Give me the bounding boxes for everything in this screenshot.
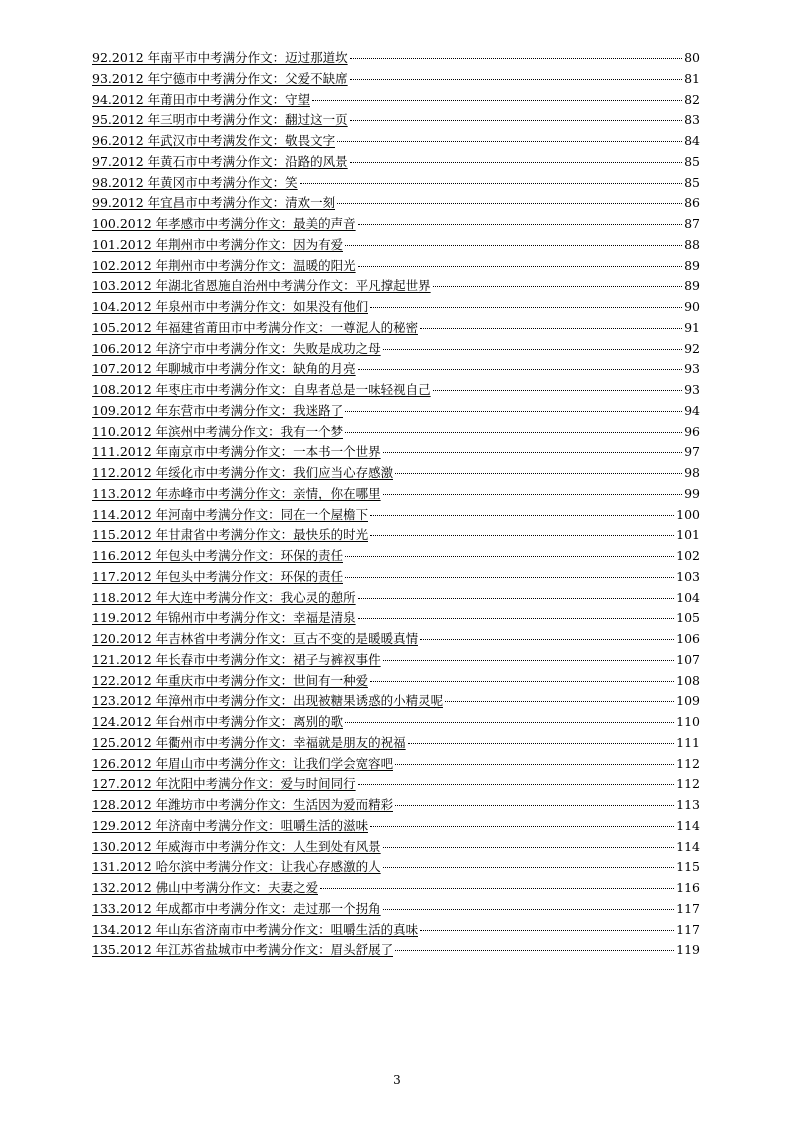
toc-entry-page[interactable]: 83: [684, 112, 700, 128]
toc-entry-title[interactable]: 112.2012 年绥化市中考满分作文：我们应当心存感激: [92, 465, 394, 480]
toc-entry[interactable]: [92, 899, 700, 920]
toc-entry-page[interactable]: 117: [676, 921, 700, 937]
toc-entry-page[interactable]: 86: [684, 195, 700, 211]
toc-entry-page[interactable]: 85: [684, 174, 700, 190]
toc-entry[interactable]: [92, 193, 700, 214]
toc-entry-title[interactable]: 126.2012 年眉山市中考满分作文：让我们学会宽容吧: [92, 755, 394, 771]
toc-dot-leader: [370, 681, 674, 682]
toc-entry[interactable]: [92, 712, 700, 733]
toc-entry-title[interactable]: 97.2012 年黄石市中考满分作文：沿路的风景: [92, 153, 348, 169]
toc-dot-leader: [358, 598, 675, 599]
toc-entry-page[interactable]: 110: [676, 714, 700, 729]
toc-entry-title[interactable]: 134.2012 年山东省济南市中考满分作文：咀嚼生活的真味: [92, 921, 419, 937]
toc-entry-title[interactable]: 123.2012 年漳州市中考满分作文：出现被糖果诱惑的小精灵呢: [92, 693, 444, 709]
toc-entry[interactable]: [92, 256, 700, 277]
toc-dot-leader: [345, 577, 674, 578]
toc-dot-leader: [395, 950, 674, 951]
toc-dot-leader: [383, 847, 675, 848]
toc-dot-leader: [345, 411, 682, 412]
toc-entry[interactable]: [92, 131, 700, 152]
toc-entry-title[interactable]: 125.2012 年衢州市中考满分作文：幸福就是朋友的祝福: [92, 734, 406, 750]
toc-dot-leader: [445, 701, 674, 702]
toc-entry-title[interactable]: 130.2012 年威海市中考满分作文：人生到处有风景: [92, 838, 381, 854]
toc-entry[interactable]: [92, 940, 700, 961]
toc-entry[interactable]: [92, 484, 700, 505]
toc-entry-title[interactable]: 101.2012 年荆州市中考满分作文：因为有爱: [92, 236, 344, 252]
toc-dot-leader: [337, 141, 682, 142]
toc-dot-leader: [350, 120, 682, 121]
toc-dot-leader: [358, 224, 682, 225]
toc-entry-title[interactable]: 102.2012 年荆州市中考满分作文：温暖的阳光: [92, 257, 356, 273]
toc-entry-title[interactable]: 119.2012 年锦州市中考满分作文：幸福是清泉: [92, 610, 356, 626]
toc-dot-leader: [395, 805, 674, 806]
toc-entry[interactable]: [92, 878, 700, 899]
toc-dot-leader: [337, 203, 682, 204]
toc-entry-page[interactable]: 111: [676, 734, 700, 750]
toc-entry-page[interactable]: 104: [676, 589, 700, 605]
toc-entry[interactable]: [92, 380, 700, 401]
toc-entry-page[interactable]: 119: [676, 942, 700, 958]
toc-entry[interactable]: [92, 567, 700, 588]
toc-entry-title[interactable]: 108.2012 年枣庄市中考满分作文：自卑者总是一味轻视自己: [92, 382, 431, 397]
toc-dot-leader: [345, 245, 682, 246]
toc-entry[interactable]: [92, 837, 700, 858]
toc-entry[interactable]: [92, 401, 700, 422]
toc-entry-page[interactable]: 112: [676, 776, 700, 792]
toc-entry-page[interactable]: 89: [684, 257, 700, 273]
toc-entry[interactable]: [92, 629, 700, 650]
toc-entry[interactable]: [92, 214, 700, 235]
toc-entry-page[interactable]: 91: [684, 319, 700, 335]
toc-entry-title[interactable]: 122.2012 年重庆市中考满分作文：世间有一种爱: [92, 672, 369, 688]
toc-entry-page[interactable]: 100: [676, 506, 700, 522]
toc-entry-page[interactable]: 117: [676, 900, 700, 916]
toc-entry-page[interactable]: 113: [676, 797, 700, 812]
toc-entry-page[interactable]: 88: [684, 236, 700, 252]
toc-dot-leader: [358, 618, 675, 619]
toc-entry-page[interactable]: 101: [676, 527, 700, 543]
toc-entry[interactable]: [92, 152, 700, 173]
toc-dot-leader: [350, 79, 682, 80]
toc-entry-page[interactable]: 93: [684, 361, 700, 377]
toc-entry-title[interactable]: 109.2012 年东营市中考满分作文：我迷路了: [92, 402, 344, 418]
toc-entry-title[interactable]: 129.2012 年济南中考满分作文：咀嚼生活的滋味: [92, 817, 369, 833]
toc-entry-title[interactable]: 94.2012 年莆田市中考满分作文：守望: [92, 91, 311, 107]
toc-dot-leader: [383, 867, 675, 868]
toc-entry-page[interactable]: 94: [684, 402, 700, 418]
toc-dot-leader: [345, 556, 674, 557]
toc-entry-page[interactable]: 96: [684, 423, 700, 439]
toc-entry-title[interactable]: 120.2012 年吉林省中考满分作文：亘古不变的是暖暖真情: [92, 631, 419, 646]
toc-dot-leader: [350, 58, 682, 59]
toc-entry[interactable]: [92, 276, 700, 297]
toc-entry[interactable]: [92, 339, 700, 360]
toc-entry[interactable]: [92, 671, 700, 692]
toc-entry-page[interactable]: 90: [684, 299, 700, 314]
toc-entry-title[interactable]: 113.2012 年赤峰市中考满分作文：亲情，你在哪里: [92, 485, 381, 501]
toc-dot-leader: [345, 722, 674, 723]
toc-entry[interactable]: [92, 920, 700, 941]
toc-dot-leader: [300, 183, 682, 184]
toc-entry[interactable]: [92, 733, 700, 754]
toc-entry-page[interactable]: 108: [676, 672, 700, 688]
toc-dot-leader: [420, 328, 682, 329]
page-number: 3: [393, 1073, 401, 1087]
toc-entry-page[interactable]: 84: [684, 133, 700, 148]
toc-dot-leader: [433, 286, 682, 287]
toc-dot-leader: [408, 743, 675, 744]
toc-entry-title[interactable]: 100.2012 年孝感市中考满分作文：最美的声音: [92, 216, 356, 231]
toc-entry-title[interactable]: 106.2012 年济宁市中考满分作文：失败是成功之母: [92, 340, 381, 356]
toc-entry-page[interactable]: 102: [676, 548, 700, 563]
toc-entry[interactable]: [92, 422, 700, 443]
toc-entry[interactable]: [92, 69, 700, 90]
toc-entry-title[interactable]: 117.2012 年包头中考满分作文：环保的责任: [92, 568, 344, 584]
toc-dot-leader: [358, 266, 682, 267]
toc-entry[interactable]: [92, 505, 700, 526]
toc-entry-page[interactable]: 114: [676, 817, 700, 833]
toc-entry-page[interactable]: 81: [684, 70, 700, 86]
toc-entry-page[interactable]: 89: [684, 278, 700, 294]
toc-dot-leader: [383, 452, 682, 453]
toc-entry-page[interactable]: 106: [676, 631, 700, 646]
toc-entry-title[interactable]: 93.2012 年宁德市中考满分作文：父爱不缺席: [92, 70, 348, 86]
toc-entry[interactable]: [92, 525, 700, 546]
toc-entry-page[interactable]: 116: [676, 880, 700, 895]
toc-entry-page[interactable]: 85: [684, 153, 700, 169]
toc-entry-page[interactable]: 93: [684, 382, 700, 397]
toc-dot-leader: [383, 909, 675, 910]
toc-entry-title[interactable]: 105.2012 年福建省莆田市中考满分作文：一尊泥人的秘密: [92, 319, 419, 335]
toc-entry-title[interactable]: 103.2012 年湖北省恩施自治州中考满分作文：平凡撑起世界: [92, 278, 431, 294]
toc-dot-leader: [383, 349, 682, 350]
toc-entry-page[interactable]: 114: [676, 838, 700, 854]
toc-entry-title[interactable]: 115.2012 年甘肃省中考满分作文：最快乐的时光: [92, 527, 369, 543]
toc-entry[interactable]: [92, 442, 700, 463]
toc-entry-page[interactable]: 107: [676, 651, 700, 667]
toc-dot-leader: [420, 930, 674, 931]
toc-entry[interactable]: [92, 318, 700, 339]
toc-dot-leader: [395, 473, 682, 474]
toc-dot-leader: [320, 888, 674, 889]
toc-entry-title[interactable]: 99.2012 年宜昌市中考满分作文：清欢一刻: [92, 195, 336, 211]
toc-dot-leader: [350, 162, 682, 163]
toc-dot-leader: [358, 784, 675, 785]
toc-entry-title[interactable]: 132.2012 佛山中考满分作文：夫妻之爱: [92, 880, 319, 895]
toc-dot-leader: [312, 100, 682, 101]
toc-entry-title[interactable]: 104.2012 年泉州市中考满分作文：如果没有他们: [92, 299, 369, 314]
toc-entry-page[interactable]: 109: [676, 693, 700, 709]
toc-entry-title[interactable]: 128.2012 年潍坊市中考满分作文：生活因为爱而精彩: [92, 797, 394, 812]
toc-entry[interactable]: [92, 235, 700, 256]
toc-entry[interactable]: [92, 691, 700, 712]
toc-entry[interactable]: [92, 588, 700, 609]
toc-entry-title[interactable]: 118.2012 年大连中考满分作文：我心灵的憩所: [92, 589, 356, 605]
toc-dot-leader: [420, 639, 674, 640]
toc-entry-title[interactable]: 135.2012 年江苏省盐城市中考满分作文：眉头舒展了: [92, 942, 394, 958]
toc-dot-leader: [433, 390, 682, 391]
toc-entry-title[interactable]: 124.2012 年台州市中考满分作文：离别的歌: [92, 714, 344, 729]
toc-entry[interactable]: [92, 774, 700, 795]
toc-entry-title[interactable]: 131.2012 哈尔滨中考满分作文：让我心存感激的人: [92, 859, 381, 875]
toc-entry-title[interactable]: 133.2012 年成都市中考满分作文：走过那一个拐角: [92, 900, 381, 916]
toc-entry-page[interactable]: 105: [676, 610, 700, 626]
toc-entry-title[interactable]: 116.2012 年包头中考满分作文：环保的责任: [92, 548, 344, 563]
toc-entry-page[interactable]: 112: [676, 755, 700, 771]
toc-entry-page[interactable]: 92: [684, 340, 700, 356]
toc-entry[interactable]: [92, 795, 700, 816]
toc-dot-leader: [370, 535, 674, 536]
table-of-contents: [92, 48, 700, 961]
toc-entry-title[interactable]: 110.2012 年滨州中考满分作文：我有一个梦: [92, 423, 344, 439]
toc-dot-leader: [358, 369, 682, 370]
toc-entry[interactable]: [92, 857, 700, 878]
toc-entry-title[interactable]: 121.2012 年长春市中考满分作文：裙子与裤衩事件: [92, 651, 381, 667]
toc-entry-page[interactable]: 97: [684, 444, 700, 460]
toc-entry[interactable]: [92, 90, 700, 111]
toc-dot-leader: [383, 660, 675, 661]
toc-entry-page[interactable]: 98: [684, 465, 700, 480]
toc-entry-page[interactable]: 115: [676, 859, 700, 875]
toc-entry[interactable]: [92, 359, 700, 380]
toc-entry[interactable]: [92, 816, 700, 837]
toc-entry-title[interactable]: 98.2012 年黄冈市中考满分作文：笑: [92, 174, 298, 190]
toc-entry-page[interactable]: 103: [676, 568, 700, 584]
toc-dot-leader: [370, 307, 682, 308]
toc-entry-title[interactable]: 107.2012 年聊城市中考满分作文：缺角的月亮: [92, 361, 356, 377]
toc-entry-title[interactable]: 95.2012 年三明市中考满分作文：翻过这一页: [92, 112, 348, 128]
toc-entry[interactable]: [92, 173, 700, 194]
toc-entry-page[interactable]: 80: [684, 50, 700, 65]
toc-dot-leader: [383, 494, 682, 495]
toc-entry[interactable]: [92, 110, 700, 131]
toc-dot-leader: [370, 515, 674, 516]
toc-entry-title[interactable]: 96.2012 年武汉市中考满发作文：敬畏文字: [92, 133, 336, 148]
toc-dot-leader: [395, 764, 674, 765]
toc-entry-title[interactable]: 92.2012 年南平市中考满分作文：迈过那道坎: [92, 50, 348, 65]
toc-entry[interactable]: [92, 650, 700, 671]
toc-entry[interactable]: [92, 297, 700, 318]
toc-entry-title[interactable]: 111.2012 年南京市中考满分作文：一本书一个世界: [92, 444, 381, 460]
toc-entry-page[interactable]: 82: [684, 91, 700, 107]
toc-entry[interactable]: [92, 48, 700, 69]
toc-entry-title[interactable]: 127.2012 年沈阳中考满分作文：爱与时间同行: [92, 776, 356, 792]
toc-entry[interactable]: [92, 608, 700, 629]
toc-dot-leader: [370, 826, 674, 827]
toc-entry[interactable]: [92, 546, 700, 567]
toc-entry[interactable]: [92, 754, 700, 775]
toc-entry-page[interactable]: 99: [684, 485, 700, 501]
toc-entry-page[interactable]: 87: [684, 216, 700, 231]
toc-entry[interactable]: [92, 463, 700, 484]
toc-entry-title[interactable]: 114.2012 年河南中考满分作文：同在一个屋檐下: [92, 506, 369, 522]
toc-dot-leader: [345, 432, 682, 433]
